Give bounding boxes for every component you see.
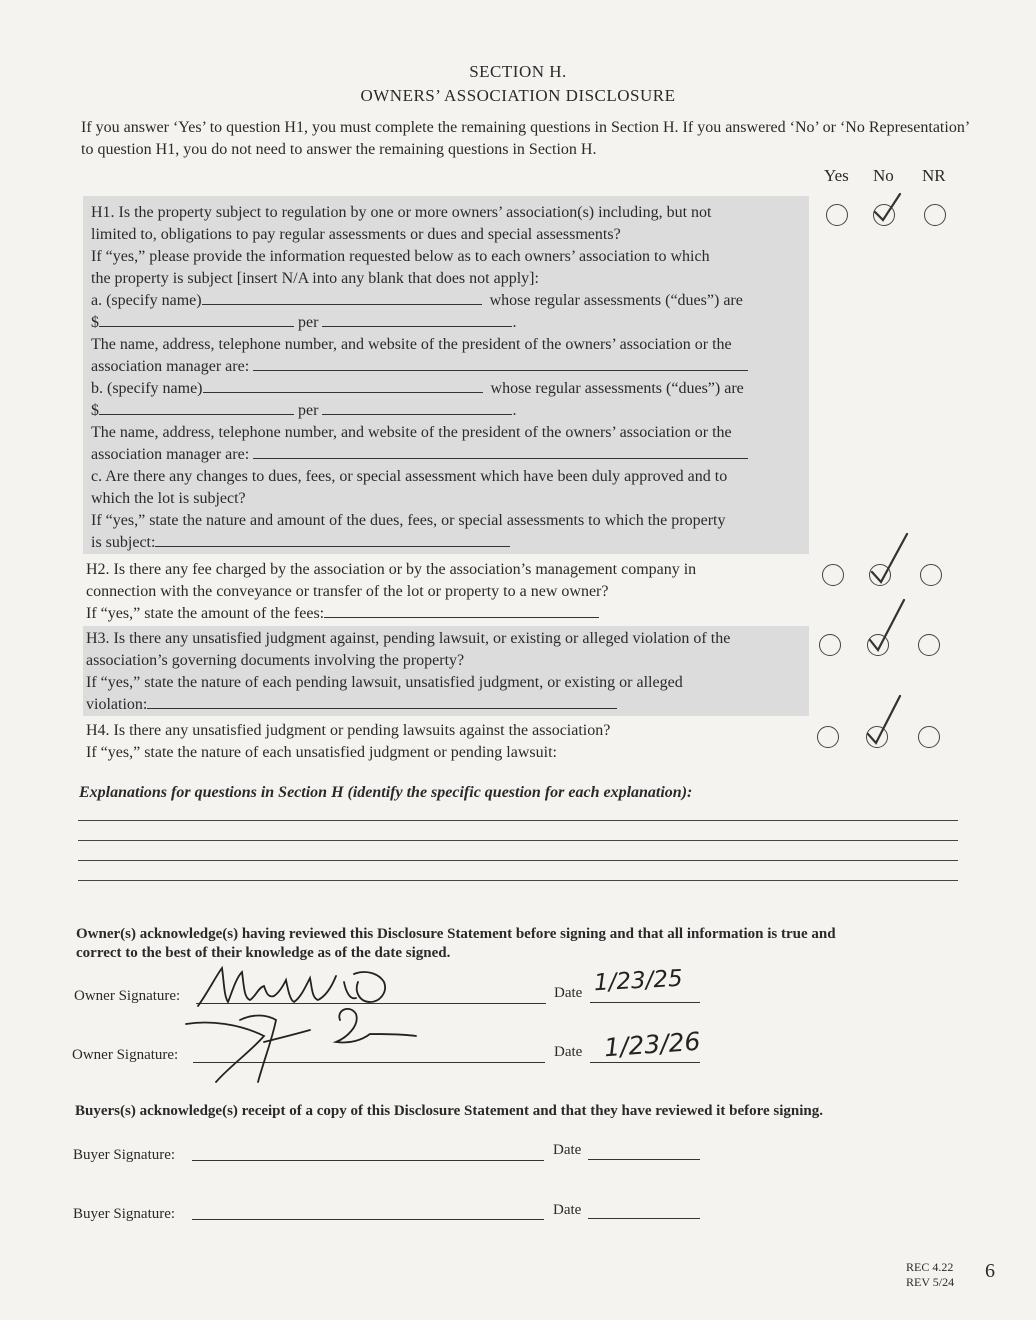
h1-c-subject-row: is subject:: [91, 532, 807, 554]
question-h2: [86, 559, 802, 625]
h1-line: the property is subject [insert N/A into any blank that does not apply]:: [91, 270, 539, 287]
h1-line: The name, address, telephone number, and website of the president of the owners’ association or the: [91, 336, 732, 353]
explanation-line[interactable]: [78, 880, 958, 881]
h3-nr-radio[interactable]: [918, 634, 940, 656]
h4-line: If “yes,” state the nature of each unsatisfied judgment or pending lawsuit:: [86, 744, 557, 761]
h1-yes-radio[interactable]: [826, 204, 848, 226]
owner-date-label: Date: [554, 1044, 583, 1060]
b-president-field[interactable]: [253, 444, 748, 459]
h1-line: c. Are there any changes to dues, fees, or special assessment which have been duly approved and to: [91, 468, 728, 485]
h2-fees-field[interactable]: [324, 603, 599, 618]
buyer-date-field[interactable]: [588, 1218, 700, 1219]
explanation-line[interactable]: [78, 860, 958, 861]
buyer-signature-field[interactable]: [192, 1219, 544, 1220]
h2-line: connection with the conveyance or transfer of the lot or property to a new owner?: [86, 583, 609, 600]
owner-signature-2-image: [180, 990, 420, 1090]
h4-yes-radio[interactable]: [817, 726, 839, 748]
h3-line: H3. Is there any unsatisfied judgment against, pending lawsuit, or existing or alleged violation of the: [86, 630, 731, 647]
h1-b-amount-row: $ per .: [91, 402, 517, 419]
h1-line: If “yes,” state the nature and amount of the dues, fees, or special assessments to which the property: [91, 512, 726, 529]
b-name-field[interactable]: [203, 378, 483, 393]
buyer-date-field[interactable]: [588, 1159, 700, 1160]
owner-date-field[interactable]: [590, 1002, 700, 1003]
column-no: No: [873, 166, 894, 185]
h1-line: limited to, obligations to pay regular assessments or dues and special assessments?: [91, 226, 621, 243]
h1-a-amount-row: $ per .: [91, 314, 517, 331]
h4-line: H4. Is there any unsatisfied judgment or pending lawsuits against the association?: [86, 722, 611, 739]
explanations-label: Explanations for questions in Section H (identify the specific question for each explanation):: [79, 784, 693, 801]
a-amount-field[interactable]: [99, 312, 294, 327]
h1-line: which the lot is subject?: [91, 490, 246, 507]
owner-signature-label: Owner Signature:: [74, 988, 181, 1004]
intro-text: If you answer ‘Yes’ to question H1, you must complete the remaining questions in Section H. If you answered ‘No’ or ‘No Representation’ to question H1, you do not need to answer the remaining questions in Section H.: [81, 119, 969, 158]
buyer-signature-label: Buyer Signature:: [73, 1206, 176, 1222]
h2-line: H2. Is there any fee charged by the association or by the association’s management company in: [86, 561, 697, 578]
h1-nr-radio[interactable]: [924, 204, 946, 226]
explanation-line[interactable]: [78, 820, 958, 821]
h1-b-president-row: association manager are:: [91, 444, 807, 466]
h1-a-president-row: association manager are:: [91, 356, 807, 378]
section-heading: SECTION H.: [469, 62, 567, 81]
h1-line: H1. Is the property subject to regulation by one or more owners’ association(s) including, but not: [91, 204, 712, 221]
h3-violation-row: violation:: [86, 694, 802, 716]
owner-ack-line2: correct to the best of their knowledge as of the date signed.: [76, 945, 451, 961]
explanation-line[interactable]: [78, 840, 958, 841]
revision-code: REV 5/24: [906, 1275, 955, 1289]
owner-signature-label: Owner Signature:: [72, 1047, 179, 1063]
h2-no-check-icon: [862, 530, 912, 590]
question-h3: [86, 628, 802, 716]
a-period-field[interactable]: [322, 312, 512, 327]
page-number: 6: [985, 1260, 995, 1282]
h1-a-row: a. (specify name) whose regular assessments (“dues”) are: [91, 292, 743, 309]
h3-yes-radio[interactable]: [819, 634, 841, 656]
question-h4: [86, 720, 802, 764]
buyer-ack: Buyers(s) acknowledge(s) receipt of a copy of this Disclosure Statement and that they have reviewed it before signing.: [75, 1103, 823, 1119]
h2-fees-row: If “yes,” state the amount of the fees:: [86, 603, 802, 625]
form-title: OWNERS’ ASSOCIATION DISCLOSURE: [360, 86, 676, 105]
h1-b-row: b. (specify name) whose regular assessments (“dues”) are: [91, 380, 744, 397]
b-period-field[interactable]: [322, 400, 512, 415]
buyer-date-label: Date: [553, 1202, 582, 1218]
column-yes: Yes: [824, 166, 849, 185]
owner-ack-line1: Owner(s) acknowledge(s) having reviewed this Disclosure Statement before signing and that all information is true and: [76, 926, 836, 942]
h1-no-check-icon: [866, 188, 906, 228]
owner-date-value: 1/23/25: [593, 965, 684, 997]
c-subject-field[interactable]: [155, 532, 510, 547]
form-code: REC 4.22: [906, 1260, 954, 1274]
b-amount-field[interactable]: [99, 400, 294, 415]
h3-no-check-icon: [860, 596, 910, 660]
column-nr: NR: [922, 166, 946, 185]
h3-line: association’s governing documents involving the property?: [86, 652, 465, 669]
h3-line: If “yes,” state the nature of each pending lawsuit, unsatisfied judgment, or existing or alleged: [86, 674, 683, 691]
a-president-field[interactable]: [253, 356, 748, 371]
h2-yes-radio[interactable]: [822, 564, 844, 586]
h4-no-check-icon: [858, 692, 908, 752]
buyer-signature-field[interactable]: [192, 1160, 544, 1161]
a-name-field[interactable]: [202, 290, 482, 305]
owner-date-value: 1/23/26: [603, 1026, 702, 1063]
h1-line: If “yes,” please provide the information requested below as to each owners’ association to which: [91, 248, 710, 265]
buyer-signature-label: Buyer Signature:: [73, 1147, 176, 1163]
owner-date-label: Date: [554, 985, 583, 1001]
h1-line: The name, address, telephone number, and website of the president of the owners’ association or the: [91, 424, 732, 441]
h2-nr-radio[interactable]: [920, 564, 942, 586]
buyer-date-label: Date: [553, 1142, 582, 1158]
question-h1: [91, 202, 807, 554]
h4-nr-radio[interactable]: [918, 726, 940, 748]
h3-violation-field[interactable]: [147, 694, 617, 709]
